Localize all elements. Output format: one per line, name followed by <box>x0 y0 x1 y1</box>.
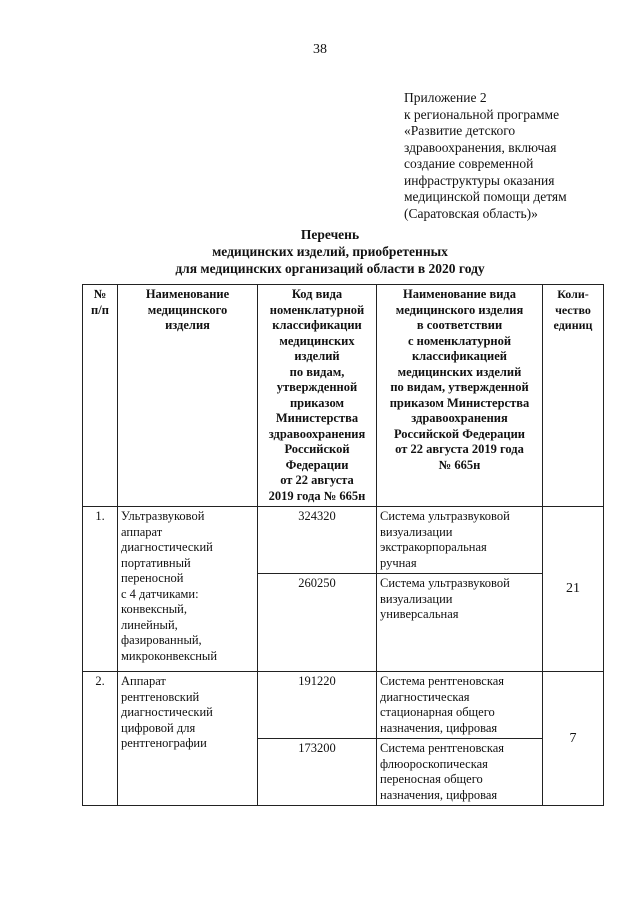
header-line: по видам, утвержденной <box>390 380 529 394</box>
header-line: здравоохранения <box>268 426 366 441</box>
quantity: 7 <box>543 672 604 806</box>
kind-name-line: назначения, цифровая <box>380 720 498 735</box>
appendix-line: инфраструктуры оказания <box>404 172 555 188</box>
classification-code: 191220 <box>258 672 377 739</box>
header-line: от 22 августа 2019 года <box>395 442 524 456</box>
kind-name-line: универсальная <box>380 607 459 621</box>
appendix-line: создание современной <box>404 156 534 171</box>
table-row <box>83 507 604 574</box>
header-line: утвержденной <box>276 380 358 394</box>
header-line: Код вида <box>291 287 343 301</box>
page-number: 38 <box>313 42 327 57</box>
quantity: 21 <box>543 507 604 672</box>
header-line: медицинских <box>279 333 355 348</box>
header-line: классификации <box>272 318 362 332</box>
device-name-line: портативный <box>121 555 191 570</box>
kind-name-line: ручная <box>380 555 417 570</box>
medical-devices-table <box>82 284 604 806</box>
header-line: приказом Министерства <box>389 395 530 410</box>
title-line: для медицинских организаций области в 2020 году <box>175 261 485 276</box>
title-line: Перечень <box>300 227 360 242</box>
row-number: 1. <box>83 507 118 672</box>
appendix-line: здравоохранения, включая <box>404 139 557 155</box>
appendix-line: Приложение 2 <box>404 90 487 105</box>
header-line: п/п <box>91 302 109 317</box>
header-line: Наименование <box>145 287 230 301</box>
document-title <box>0 226 640 277</box>
header-line: Наименование вида <box>403 287 516 301</box>
kind-name-line: экстракорпоральная <box>380 540 487 554</box>
device-name-line: цифровой для <box>121 720 196 735</box>
header-line: приказом <box>289 395 345 410</box>
kind-name-line: диагностическая <box>380 689 470 704</box>
device-name-line: Ультразвуковой <box>121 509 205 523</box>
device-name-line: переносной <box>121 571 184 585</box>
table-header-row <box>83 285 604 507</box>
header-line: здравоохранения <box>411 411 508 425</box>
header-line: 2019 года № 665н <box>268 488 366 503</box>
row-number: 2. <box>83 672 118 806</box>
kind-name-line: Система рентгеновская <box>380 741 505 755</box>
kind-name-line: Система ультразвуковой <box>380 509 510 523</box>
device-name-line: диагностический <box>121 705 213 719</box>
kind-name-line: назначения, цифровая <box>380 787 498 802</box>
device-name-line: диагностический <box>121 540 213 554</box>
appendix-line: к региональной программе <box>404 106 560 122</box>
kind-name <box>377 672 543 739</box>
header-line: Коли- <box>557 287 589 301</box>
header-line: по видам, <box>289 364 345 379</box>
header-line: изделия <box>165 318 210 332</box>
appendix-note <box>404 90 634 222</box>
device-name <box>118 672 258 806</box>
header-line: чество <box>555 302 591 317</box>
appendix-line: (Саратовская область)» <box>404 205 538 221</box>
header-line: № <box>93 287 107 301</box>
header-line: от 22 августа <box>280 473 354 487</box>
header-line: классификацией <box>411 349 508 363</box>
device-name-line: микроконвексный <box>121 648 218 663</box>
device-name-line: фазированный, <box>121 633 202 647</box>
kind-name-line: стационарная общего <box>380 705 495 719</box>
device-name <box>118 507 258 672</box>
kind-name-line: переносная общего <box>380 772 483 786</box>
header-qty <box>543 285 604 507</box>
table-row <box>83 672 604 739</box>
header-line: изделий <box>294 349 340 363</box>
kind-name-line: Система рентгеновская <box>380 674 505 688</box>
header-line: медицинских изделий <box>397 364 522 379</box>
header-code <box>258 285 377 507</box>
kind-name-line: визуализации <box>380 591 453 606</box>
header-line: с номенклатурной <box>407 333 512 348</box>
classification-code: 324320 <box>258 507 377 574</box>
classification-code: 260250 <box>258 574 377 672</box>
kind-name <box>377 739 543 806</box>
header-line: Министерства <box>275 411 359 425</box>
kind-name-line: Система ультразвуковой <box>380 576 510 590</box>
header-line: Российской <box>284 442 350 456</box>
header-line: медицинского <box>147 302 228 317</box>
header-name <box>118 285 258 507</box>
header-num <box>83 285 118 507</box>
classification-code: 173200 <box>258 739 377 806</box>
kind-name <box>377 507 543 574</box>
title-line: медицинских изделий, приобретенных <box>212 244 448 259</box>
kind-name-line: флюороскопическая <box>380 756 488 771</box>
header-line: № 665н <box>438 457 481 472</box>
header-line: Российской Федерации <box>393 426 526 441</box>
device-name-line: рентгенографии <box>121 736 207 750</box>
device-name-line: аппарат <box>121 524 163 539</box>
appendix-line: «Развитие детского <box>404 123 516 138</box>
header-line: медицинского изделия <box>395 302 524 317</box>
device-name-line: линейный, <box>121 617 178 632</box>
kind-name-line: визуализации <box>380 524 453 539</box>
device-name-line: с 4 датчиками: <box>121 586 199 601</box>
kind-name <box>377 574 543 672</box>
header-line: Федерации <box>285 457 349 472</box>
device-name-line: рентгеновский <box>121 689 200 704</box>
header-kind <box>377 285 543 507</box>
appendix-line: медицинской помощи детям <box>404 189 567 204</box>
device-name-line: конвексный, <box>121 602 187 616</box>
header-line: единиц <box>553 318 593 332</box>
header-line: номенклатурной <box>269 302 365 317</box>
header-line: в соответствии <box>416 318 503 332</box>
device-name-line: Аппарат <box>121 674 166 688</box>
